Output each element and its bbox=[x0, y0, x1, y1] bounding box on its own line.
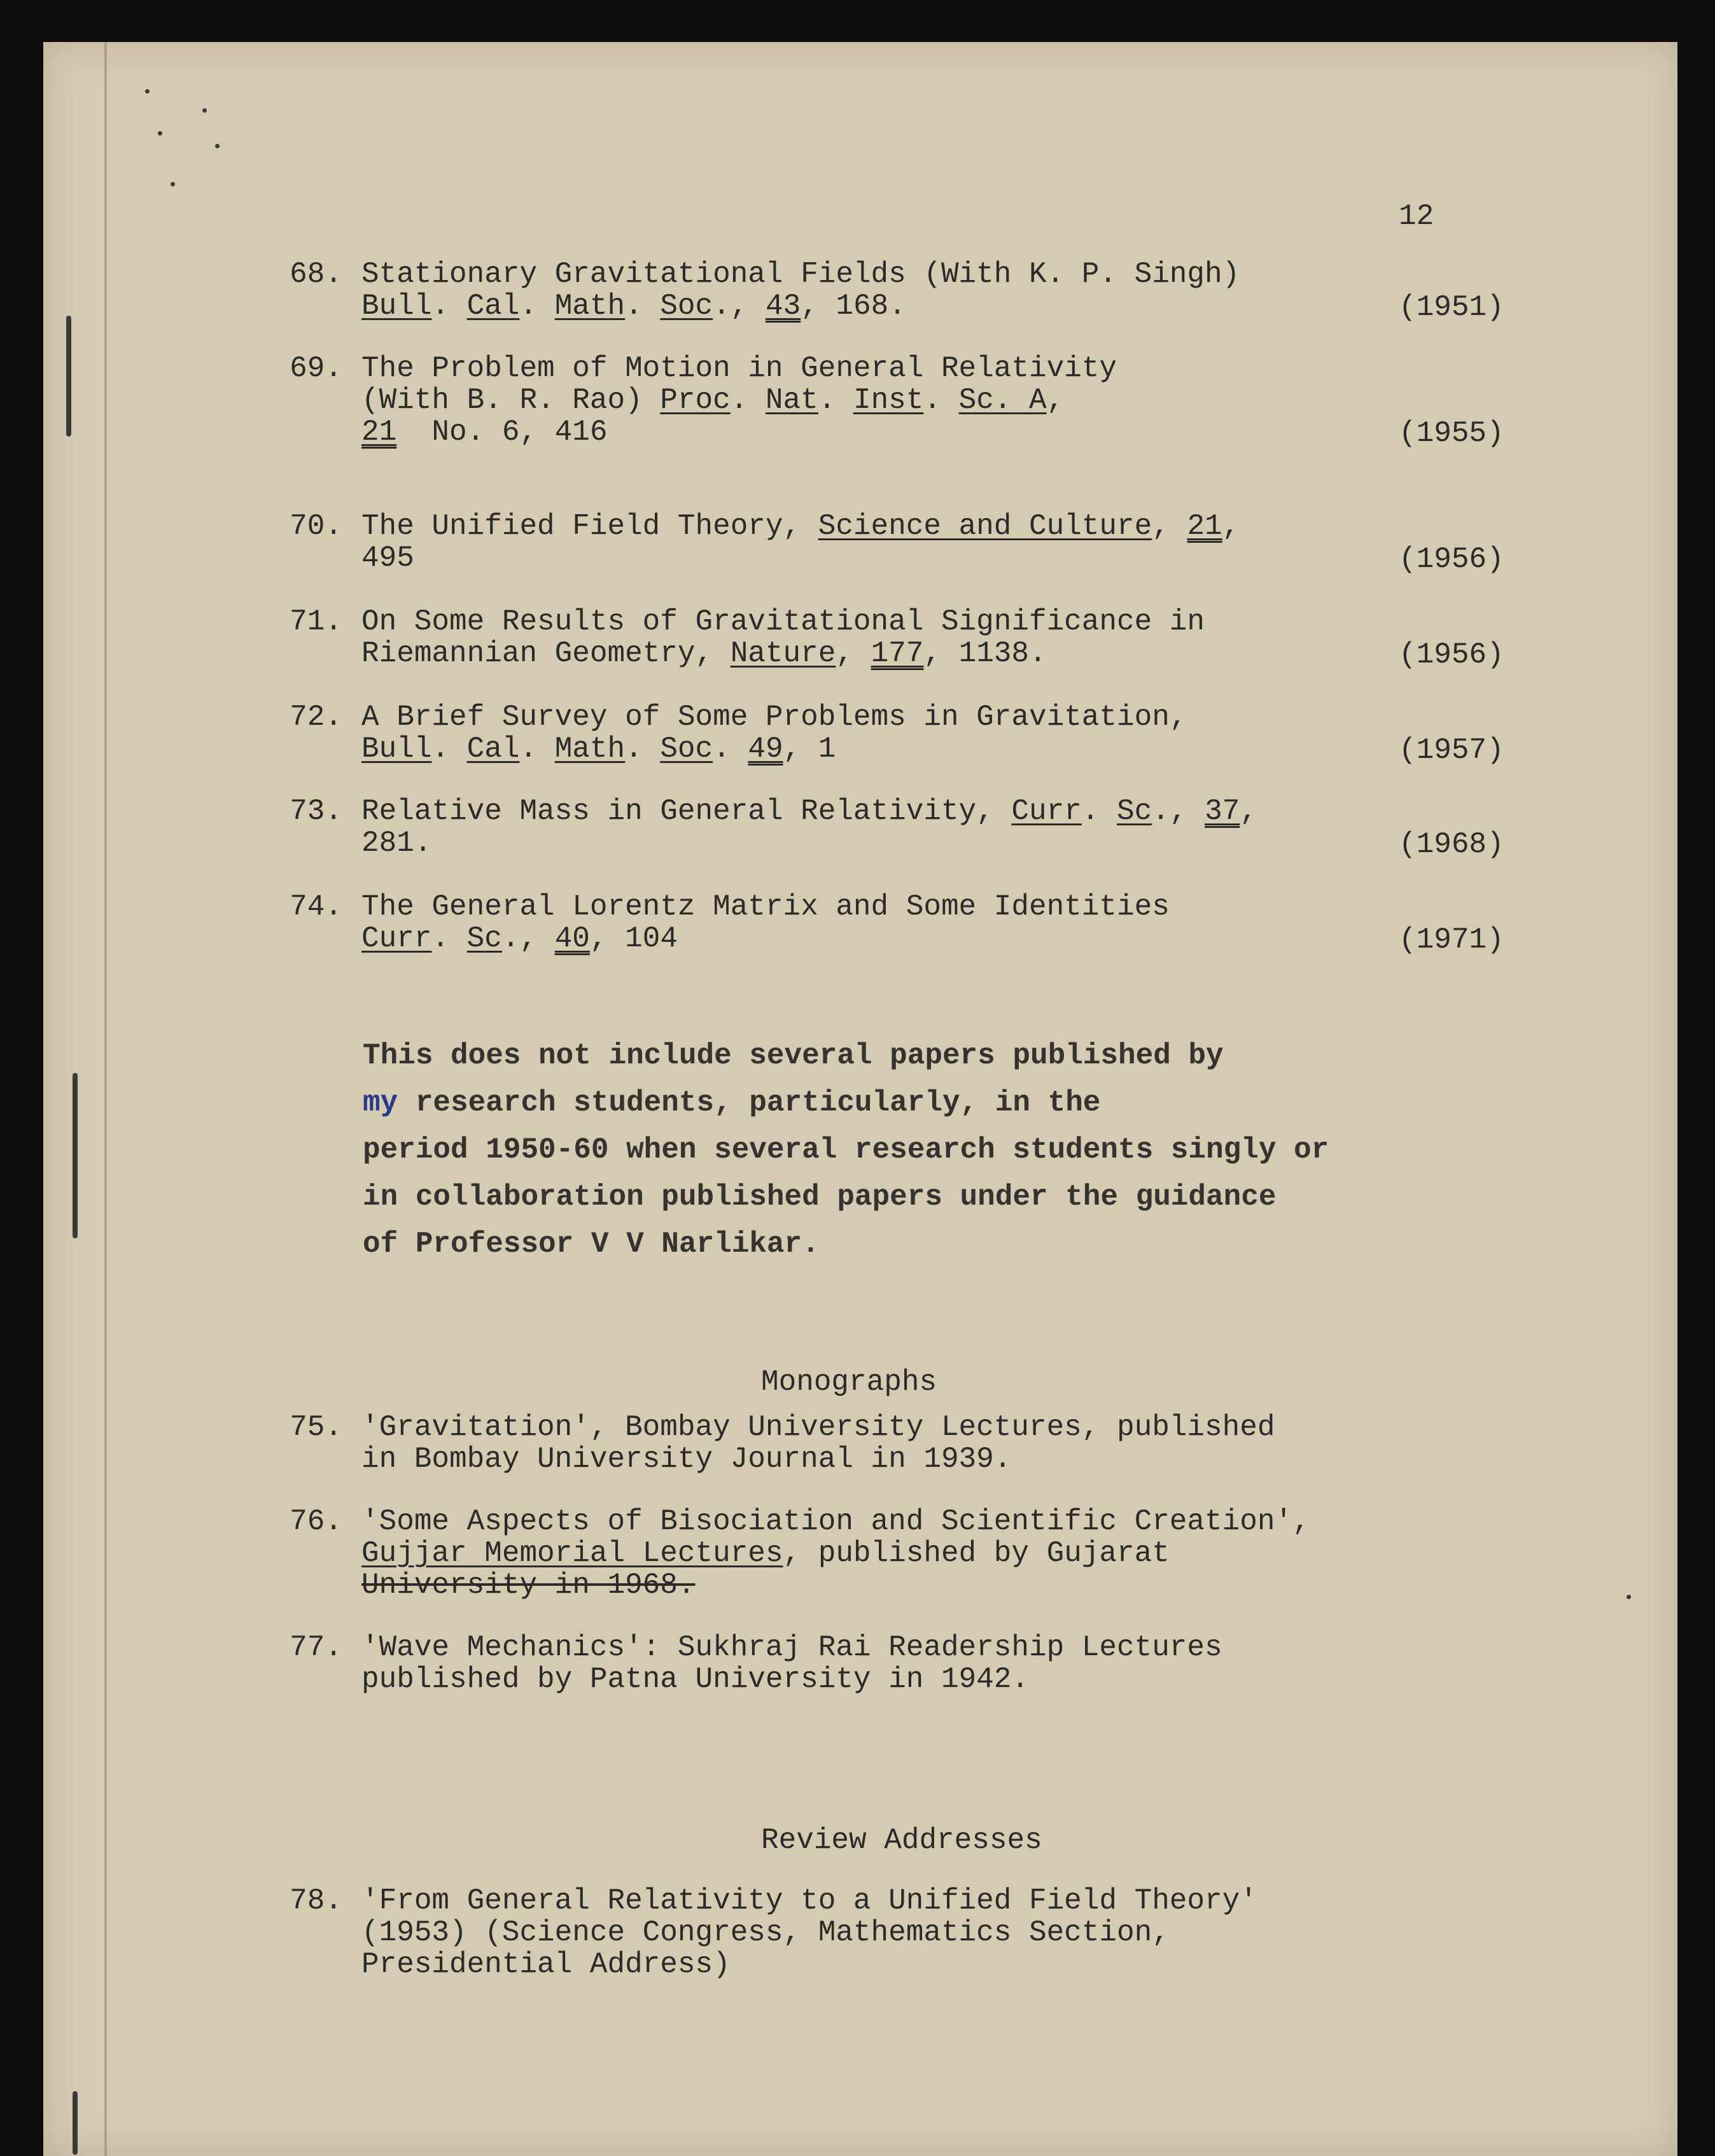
text-segment: Stationary Gravitational Fields (With K. P. Singh) bbox=[361, 258, 1240, 291]
text-segment: in Bombay University Journal in 1939. bbox=[361, 1443, 1012, 1476]
entry-line bbox=[361, 1443, 1275, 1475]
text-segment: ., bbox=[501, 922, 555, 955]
text-segment: Cal bbox=[466, 732, 520, 766]
note-paragraph bbox=[363, 1032, 1329, 1268]
text-segment: . bbox=[431, 732, 467, 766]
entry-text bbox=[361, 1632, 1222, 1695]
text-segment: published by Patna University in 1942. bbox=[361, 1663, 1029, 1696]
note-line-5: of Professor V V Narlikar. bbox=[363, 1228, 820, 1261]
entry-number: 77. bbox=[290, 1631, 342, 1664]
text-segment: ., bbox=[713, 290, 766, 323]
entry-text bbox=[361, 1506, 1310, 1601]
text-segment: Soc bbox=[660, 290, 713, 323]
entry-line bbox=[361, 1569, 1310, 1601]
entry-year: (1955) bbox=[1399, 417, 1504, 450]
text-segment: Science and Culture bbox=[818, 510, 1152, 543]
text-segment: Bull bbox=[361, 290, 432, 323]
note-line-4: in collaboration published papers under the guidance bbox=[363, 1180, 1277, 1214]
text-segment: Bull bbox=[361, 732, 432, 766]
monographs-heading: Monographs bbox=[761, 1366, 937, 1399]
entry-line bbox=[361, 1506, 1310, 1537]
text-segment: Sc. A bbox=[958, 384, 1047, 417]
text-segment: 495 bbox=[361, 542, 414, 575]
text-segment: Curr bbox=[361, 922, 432, 955]
entry-line bbox=[361, 1411, 1275, 1443]
text-segment: ., bbox=[1152, 795, 1205, 828]
entry-line bbox=[361, 1537, 1310, 1569]
text-segment: , 1138. bbox=[923, 637, 1047, 670]
entry-line bbox=[361, 542, 1240, 574]
text-segment: The Unified Field Theory, bbox=[361, 510, 818, 543]
text-segment: Sc bbox=[466, 922, 502, 955]
entry-number: 71. bbox=[290, 605, 342, 638]
ink-correction-mark: my bbox=[363, 1086, 398, 1119]
entry-number: 70. bbox=[290, 510, 342, 543]
entry-year: (1956) bbox=[1399, 638, 1504, 671]
entry-line bbox=[361, 1917, 1257, 1949]
text-segment: University in 1968. bbox=[361, 1569, 696, 1602]
entry-number: 76. bbox=[290, 1505, 342, 1538]
punch-dot bbox=[145, 89, 150, 94]
entry-text bbox=[361, 510, 1240, 574]
entry-number: 73. bbox=[290, 795, 342, 828]
text-segment: , 168. bbox=[801, 290, 906, 323]
entry-text bbox=[361, 1885, 1257, 1980]
text-segment: , published by Gujarat bbox=[783, 1537, 1170, 1570]
binding-mark bbox=[73, 1073, 78, 1238]
entry-text bbox=[361, 891, 1170, 955]
text-segment: Curr bbox=[1011, 795, 1082, 828]
entry-year: (1956) bbox=[1399, 543, 1504, 576]
stray-mark bbox=[1627, 1595, 1631, 1599]
text-segment: . bbox=[730, 384, 766, 417]
text-segment: . bbox=[1081, 795, 1117, 828]
text-segment: 40 bbox=[554, 922, 590, 955]
entry-year: (1971) bbox=[1399, 923, 1504, 956]
text-segment: , bbox=[1240, 795, 1257, 828]
text-segment: Relative Mass in General Relativity, bbox=[361, 795, 1012, 828]
text-segment: Soc bbox=[660, 732, 713, 766]
text-segment: (1953) (Science Congress, Mathematics Section, bbox=[361, 1916, 1170, 1949]
text-segment: 'Gravitation', Bombay University Lectures, published bbox=[361, 1411, 1275, 1444]
entry-year: (1968) bbox=[1399, 828, 1504, 861]
note-line-3: period 1950-60 when several research students singly or bbox=[363, 1133, 1329, 1166]
text-segment: No. 6, 416 bbox=[396, 416, 608, 449]
entry-line bbox=[361, 1663, 1222, 1695]
text-segment: 21 bbox=[1187, 510, 1222, 543]
punch-dot bbox=[202, 108, 207, 113]
entry-line bbox=[361, 891, 1170, 923]
text-segment: , bbox=[836, 637, 871, 670]
entry-line bbox=[361, 1885, 1257, 1917]
text-segment: , 1 bbox=[783, 732, 836, 766]
text-segment: 37 bbox=[1205, 795, 1240, 828]
text-segment: Gujjar Memorial Lectures bbox=[361, 1537, 783, 1570]
entry-number: 78. bbox=[290, 1884, 342, 1917]
text-segment: 21 bbox=[361, 416, 397, 449]
entry-line bbox=[361, 1949, 1257, 1980]
entry-line bbox=[361, 290, 1240, 322]
entry-line bbox=[361, 923, 1170, 955]
entry-line bbox=[361, 638, 1205, 669]
entry-text bbox=[361, 353, 1117, 448]
text-segment: . bbox=[625, 732, 661, 766]
text-segment: Riemannian Geometry, bbox=[361, 637, 731, 670]
text-segment: 'Some Aspects of Bisociation and Scientific Creation', bbox=[361, 1505, 1310, 1538]
note-line-1: This does not include several papers published by bbox=[363, 1039, 1224, 1072]
text-segment: 177 bbox=[871, 637, 924, 670]
text-segment: , bbox=[1152, 510, 1187, 543]
entry-text bbox=[361, 795, 1257, 859]
text-segment: On Some Results of Gravitational Significance in bbox=[361, 605, 1205, 638]
entry-text bbox=[361, 701, 1187, 765]
text-segment: Nat bbox=[765, 384, 818, 417]
entry-number: 74. bbox=[290, 890, 342, 923]
punch-dot bbox=[215, 144, 220, 148]
entry-line bbox=[361, 416, 1117, 448]
text-segment: Nature bbox=[730, 637, 836, 670]
text-segment: , bbox=[1222, 510, 1240, 543]
text-segment: Sc bbox=[1117, 795, 1152, 828]
text-segment: Proc bbox=[660, 384, 731, 417]
text-segment: . bbox=[818, 384, 853, 417]
note-line-2: research students, particularly, in the bbox=[398, 1086, 1101, 1119]
review-addresses-heading: Review Addresses bbox=[761, 1824, 1042, 1857]
entry-line bbox=[361, 733, 1187, 765]
entry-number: 72. bbox=[290, 701, 342, 734]
text-segment: 'Wave Mechanics': Sukhraj Rai Readership Lectures bbox=[361, 1631, 1222, 1664]
text-segment: The General Lorentz Matrix and Some Identities bbox=[361, 890, 1170, 923]
entry-line bbox=[361, 384, 1117, 416]
text-segment: , 104 bbox=[589, 922, 678, 955]
document-page bbox=[43, 42, 1677, 2156]
page-number: 12 bbox=[1399, 200, 1434, 233]
text-segment: . bbox=[431, 922, 467, 955]
text-segment: Inst bbox=[853, 384, 924, 417]
entry-line bbox=[361, 258, 1240, 290]
text-segment: , bbox=[1046, 384, 1065, 417]
entry-line bbox=[361, 353, 1117, 384]
entry-year: (1951) bbox=[1399, 291, 1504, 324]
entry-line bbox=[361, 701, 1187, 733]
text-segment: 281. bbox=[361, 827, 432, 860]
entry-number: 69. bbox=[290, 352, 342, 385]
entry-line bbox=[361, 795, 1257, 827]
entry-text bbox=[361, 258, 1240, 322]
text-segment: (With B. R. Rao) bbox=[361, 384, 661, 417]
text-segment: . bbox=[625, 290, 661, 323]
text-segment: Cal bbox=[466, 290, 520, 323]
text-segment: Math bbox=[554, 732, 626, 766]
entry-line bbox=[361, 1632, 1222, 1663]
entry-text bbox=[361, 1411, 1275, 1475]
text-segment: . bbox=[519, 732, 555, 766]
punch-dot bbox=[171, 182, 175, 186]
text-segment: 'From General Relativity to a Unified Field Theory' bbox=[361, 1884, 1257, 1917]
entry-line bbox=[361, 510, 1240, 542]
text-segment: The Problem of Motion in General Relativity bbox=[361, 352, 1117, 385]
entry-number: 75. bbox=[290, 1411, 342, 1444]
entry-number: 68. bbox=[290, 258, 342, 291]
text-segment: . bbox=[923, 384, 959, 417]
text-segment: 49 bbox=[748, 732, 783, 766]
text-segment: 43 bbox=[765, 290, 801, 323]
entry-text bbox=[361, 606, 1205, 669]
binding-mark bbox=[73, 2091, 78, 2155]
text-segment: . bbox=[519, 290, 555, 323]
text-segment: Math bbox=[554, 290, 626, 323]
text-segment: A Brief Survey of Some Problems in Gravitation, bbox=[361, 701, 1187, 734]
text-segment: Presidential Address) bbox=[361, 1948, 731, 1981]
entry-line bbox=[361, 827, 1257, 859]
text-segment: . bbox=[713, 732, 748, 766]
entry-line bbox=[361, 606, 1205, 638]
entry-year: (1957) bbox=[1399, 734, 1504, 767]
text-segment: . bbox=[431, 290, 467, 323]
punch-dot bbox=[158, 131, 162, 136]
